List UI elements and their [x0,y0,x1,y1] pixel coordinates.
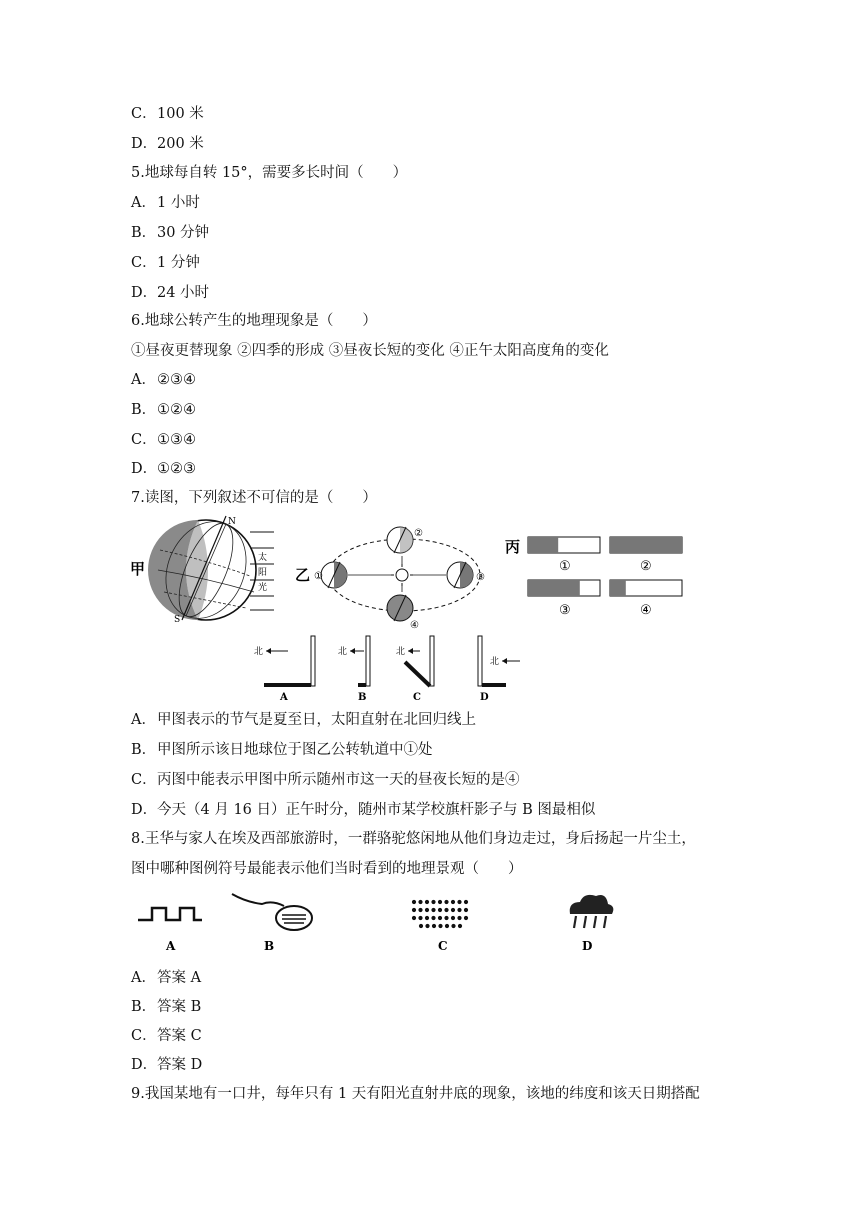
q5-option-d: D．24 小时 [131,285,210,301]
symbol-label-c: C [438,939,448,953]
daylength-bar-2 [610,537,682,553]
sand-dot [412,908,416,912]
north-label-b: 北 [338,647,348,657]
sand-dot [412,900,416,904]
orbit-mark-2: ② [414,528,423,539]
q6-stem: 6.地球公转产生的地理现象是（ ） [131,313,377,329]
q5-option-c: C．1 分钟 [131,255,200,271]
sand-dot [418,900,422,904]
shadow-label-b: B [358,692,367,703]
orbit-mark-4: ④ [410,620,419,630]
shadow-figure-d [478,636,520,703]
north-pole-label: N [228,517,236,527]
sand-dot [464,916,468,920]
shadow-label-a: A [280,692,288,703]
figure-shadows [250,632,530,704]
sand-dot [444,900,448,904]
sand-dot [451,900,455,904]
q8-option-d: D．答案 D [131,1057,203,1073]
orbit-mark-1: ① [314,571,323,582]
q8-option-c: C．答案 C [131,1028,202,1044]
sand-dot [457,916,461,920]
sunlight-label-1: 太 [258,553,268,563]
sand-dot [418,916,422,920]
sand-dot [444,908,448,912]
q5-stem: 5.地球每自转 15°，需要多长时间（ ） [131,165,408,181]
sand-dot [432,924,436,928]
sand-dot [451,924,455,928]
sand-dot [457,900,461,904]
daylength-bar-1 [528,537,600,553]
q5-option-a: A．1 小时 [131,195,200,211]
figure-yi [294,520,500,630]
shadow-figure-a [254,636,315,703]
q6-option-c: C．①③④ [131,432,196,448]
figure-yi-label: 乙 [295,566,311,584]
legend-symbols [134,888,634,958]
earth-pos-3 [447,562,473,588]
sand-dot [438,924,442,928]
sand-dot [425,916,429,920]
daylength-bar-3-fill [528,580,580,596]
sand-dot [464,900,468,904]
q8-stem-line2: 图中哪种图例符号最能表示他们当时看到的地理景观（ ） [131,861,523,877]
q6-option-a: A．②③④ [131,372,196,388]
sand-dot [425,908,429,912]
q6-sub: ①昼夜更替现象 ②四季的形成 ③昼夜长短的变化 ④正午太阳高度角的变化 [131,343,609,359]
sand-dot [418,908,422,912]
orbit-mark-3: ③ [476,572,485,583]
sand-dot [438,908,442,912]
sand-dot [444,916,448,920]
earth-pos-1 [321,562,347,588]
sand-dot [458,924,462,928]
sand-dot [451,908,455,912]
sand-dot [431,916,435,920]
bar-mark-2: ② [640,559,652,574]
shadow-figure-c [396,636,434,703]
q6-option-d: D．①②③ [131,461,196,477]
daylength-bar-1-fill [528,537,558,553]
sand-dot [438,916,442,920]
q5-option-b: B．30 分钟 [131,225,210,241]
figure-jia [128,512,278,624]
sand-dot [457,908,461,912]
sand-dot [451,916,455,920]
shadow-label-c: C [413,692,421,703]
sand-dot [445,924,449,928]
q4-option-d: D．200 米 [131,136,204,152]
daylength-bar-2-fill [610,537,682,553]
shadow-label-d: D [480,692,489,703]
earth-pos-2 [387,527,413,553]
sand-dot [431,908,435,912]
q8-option-a: A．答案 A [131,970,202,986]
sun-icon [396,569,408,581]
q7-option-d: D．今天（4 月 16 日）正午时分，随州市某学校旗杆影子与 B 图最相似 [131,802,596,818]
north-label-a: 北 [254,647,264,657]
bar-mark-1: ① [559,559,571,574]
symbol-b-oasis-icon [232,894,312,953]
sand-dot [425,924,429,928]
daylength-bar-4-fill [610,580,626,596]
q7-option-a: A．甲图表示的节气是夏至日，太阳直射在北回归线上 [131,712,476,728]
sand-dot [412,916,416,920]
q7-stem: 7.读图，下列叙述不可信的是（ ） [131,490,377,506]
figure-jia-label: 甲 [130,560,146,578]
q4-option-c: C．100 米 [131,106,204,122]
north-label-d: 北 [490,657,500,667]
figure-bing [504,532,690,622]
shadow-figure-b [338,636,370,703]
daylength-bar-3 [528,580,600,596]
sand-dot [438,900,442,904]
sand-dot [431,900,435,904]
sand-dot [464,908,468,912]
symbol-label-d: D [582,939,593,953]
north-label-c: 北 [396,647,406,657]
symbol-a-wall-icon [138,908,202,953]
sunlight-label-2: 阳 [258,568,268,578]
earth-pos-4 [387,595,413,621]
sunlight-label-3: 光 [258,583,268,593]
symbol-c-sandstorm-icon [412,900,468,953]
daylength-bar-4 [610,580,682,596]
bar-mark-3: ③ [559,603,571,618]
symbol-label-a: A [166,939,176,953]
q8-option-b: B．答案 B [131,999,202,1015]
figure-bing-label: 丙 [505,538,521,556]
q7-option-c: C．丙图中能表示甲图中所示随州市这一天的昼夜长短的是④ [131,772,520,788]
q9-stem: 9.我国某地有一口井，每年只有 1 天有阳光直射井底的现象，该地的纬度和该天日期搭配 [131,1086,700,1102]
symbol-d-rain-icon [570,895,614,953]
q6-option-b: B．①②④ [131,402,196,418]
bar-mark-4: ④ [640,603,652,618]
symbol-label-b: B [264,939,275,953]
q8-stem-line1: 8.王华与家人在埃及西部旅游时，一群骆驼悠闲地从他们身边走过，身后扬起一片尘土， [131,831,696,847]
south-pole-label: S [174,615,181,624]
q7-option-b: B．甲图所示该日地球位于图乙公转轨道中①处 [131,742,433,758]
sand-dot [419,924,423,928]
sand-dot [425,900,429,904]
